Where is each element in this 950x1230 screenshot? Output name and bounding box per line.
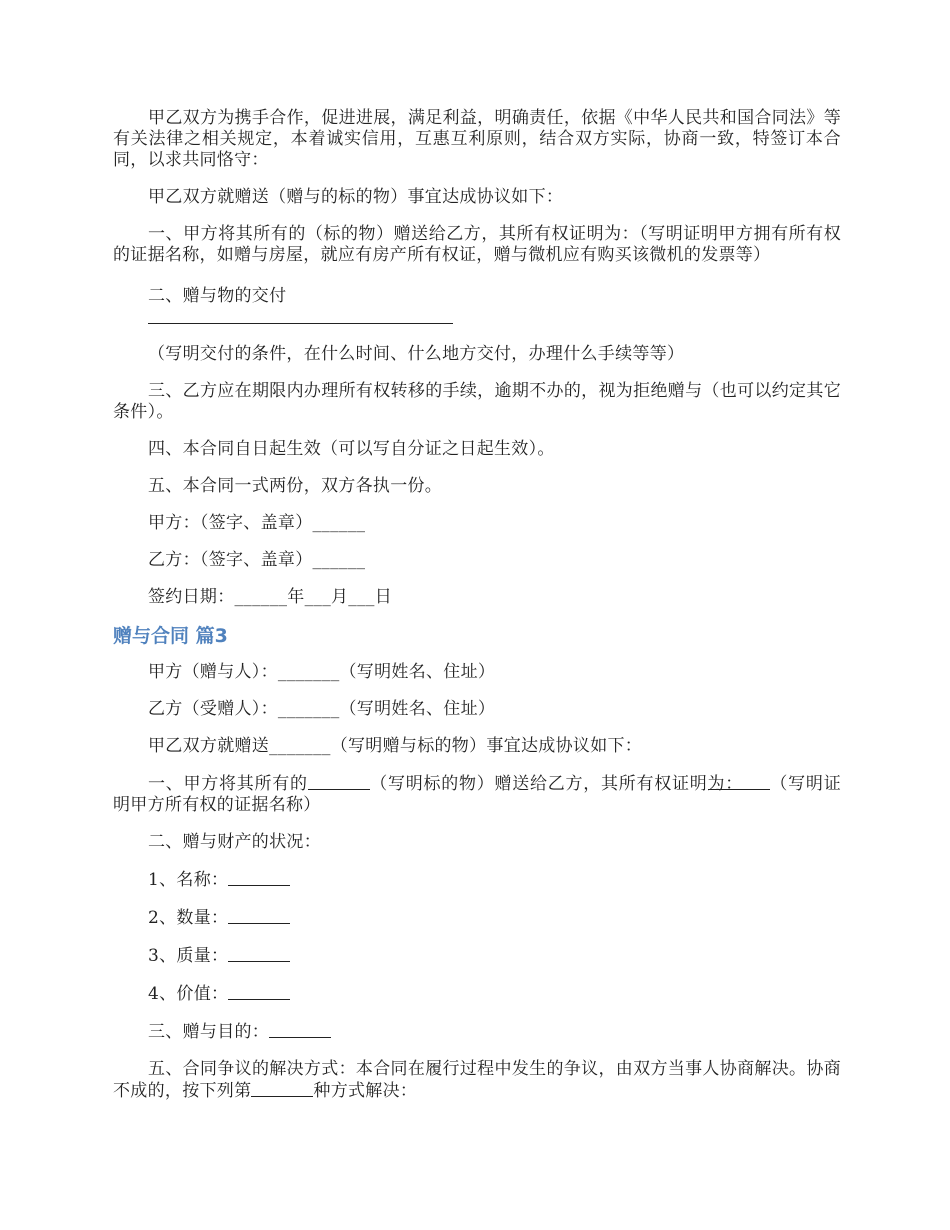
blank-line xyxy=(708,773,770,790)
signing-date: 签约日期：______年___月___日 xyxy=(148,587,392,607)
paragraph-clause-4: 四、本合同自日起生效（可以写自分证之日起生效）。 xyxy=(148,439,555,459)
paragraph-delivery-note: （写明交付的条件，在什么时间、什么地方交付，办理什么手续等等） xyxy=(148,344,685,364)
signature-party-a: 甲方：（签字、盖章）______ xyxy=(148,513,366,533)
clause-3-purpose: 三、赠与目的： xyxy=(113,1021,841,1043)
property-item-quality: 3、质量： xyxy=(113,945,841,967)
clause-1-prefix: 一、甲方将其所有的 xyxy=(148,774,308,794)
paragraph-clause-5: 五、本合同一式两份，双方各执一份。 xyxy=(148,476,443,496)
paragraph-clause-2: 二、赠与物的交付 xyxy=(148,286,287,306)
section-heading: 赠与合同 篇3 xyxy=(113,625,228,647)
property-item-quantity: 2、数量： xyxy=(113,907,841,929)
party-b-donee: 乙方（受赠人）：_______（写明姓名、住址） xyxy=(148,699,496,719)
blank-line xyxy=(228,869,290,886)
paragraph-clause-1: 一、甲方将其所有的（标的物）赠送给乙方，其所有权证明为：（写明证明甲方拥有所有权的证据名称，如赠与房屋，就应有房产所有权证，赠与微机应有购买该微机的发票等） xyxy=(113,224,841,265)
blank-line xyxy=(228,945,290,962)
signature-party-b: 乙方：（签字、盖章）______ xyxy=(148,550,366,570)
property-item-value: 4、价值： xyxy=(113,983,841,1005)
paragraph-preamble: 甲乙双方为携手合作，促进进展，满足利益，明确责任，依据《中华人民共和国合同法》等有关法律之相关规定，本着诚实信用，互惠互利原则，结合双方实际，协商一致，特签订本合同，以求共同恪守： xyxy=(113,108,841,170)
paragraph-clause-3: 三、乙方应在期限内办理所有权转移的手续，逾期不办的，视为拒绝赠与（也可以约定其它条件）。 xyxy=(113,381,841,422)
blank-line xyxy=(308,773,370,790)
document-page xyxy=(113,108,841,1118)
fill-in-line xyxy=(148,323,453,324)
blank-line xyxy=(228,907,290,924)
agreement-intro-2: 甲乙双方就赠送_______（写明赠与标的物）事宜达成协议如下： xyxy=(148,736,643,756)
blank-line xyxy=(228,983,290,1000)
property-item-name: 1、名称： xyxy=(113,869,841,891)
clause-5-dispute: 五、合同争议的解决方式：本合同在履行过程中发生的争议，由双方当事人协商解决。协商不成的，按下列第 种方式解决： xyxy=(113,1059,841,1101)
paragraph-agreement-intro: 甲乙双方就赠送（赠与的标的物）事宜达成协议如下： xyxy=(148,187,564,207)
clause-1-middle: （写明标的物）赠送给乙方，其所有权证明为： xyxy=(369,774,743,794)
party-a-donor: 甲方（赠与人）：_______（写明姓名、住址） xyxy=(148,662,496,682)
clause-1-ownership xyxy=(113,773,841,816)
clause-2-property-status: 二、赠与财产的状况： xyxy=(148,832,321,852)
clause-1-suffix: （写明证明甲方所有权的证据名称） xyxy=(113,774,841,815)
blank-line xyxy=(251,1080,313,1097)
blank-line xyxy=(269,1021,331,1038)
